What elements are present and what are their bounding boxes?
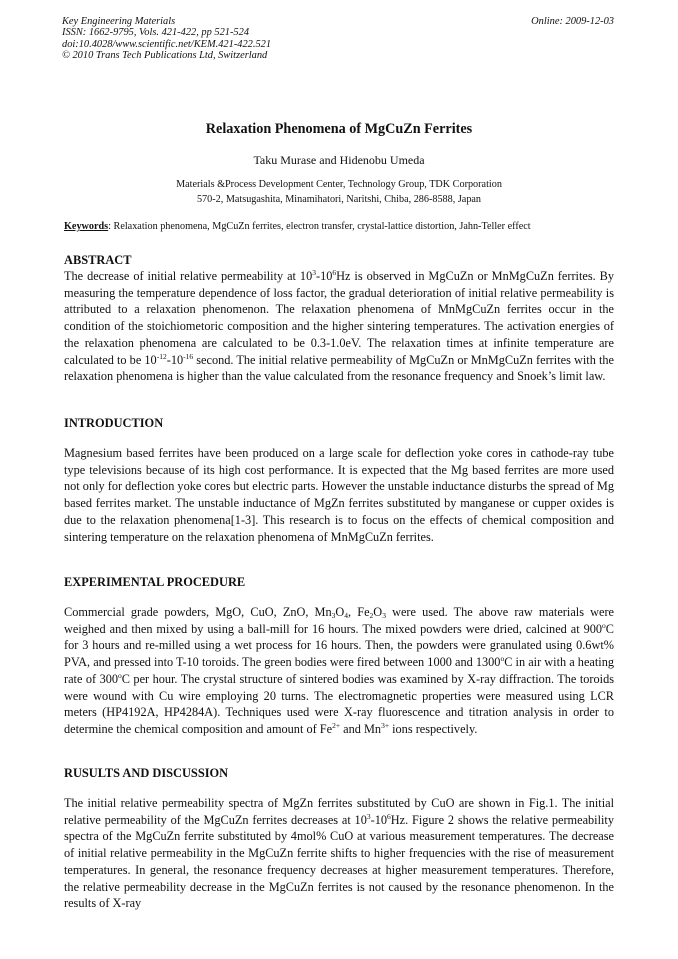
abstract-text: The decrease of initial relative permeability at $10^3-10^6Hz$ is observed in MgCuZn or MnMgCuZn ferrites. By measuring the temperature dependence of loss factor, the gradual deterioration of initial relative permeability is attributed to a relaxation phenomenon. The relaxation phenomena of MnMgCuZn ferrites occur in the condition of the stoichiometoric composition and the higher sintering temperatures. The activation energies of the relaxation phenomena are calculated to be 0.3-1.0eV. The relaxation times at infinite temperature are calculated to be $10^{-12}-10^{-16}$ second. The initial relative permeability of MgCuZn or MnMgCuZn ferrites with the relaxation phenomena is higher than the value calculated from the resonance frequency and Snoek’s limit law.	[64, 268, 615, 384]
affiliation-line: Materials &Process Development Center, Technology Group, TDK Corporation	[176, 179, 502, 190]
paper-title: Relaxation Phenomena of MgCuZn Ferrites	[205, 121, 473, 137]
experimental-text: Commercial grade powders, MgO, CuO, ZnO, $Mn_3O_4$, $Fe_2O_3$ were used. The above raw materials were weighed and then mixed by using a ball-mill for 16 hours. The mixed powders were dried, calcined at 900$^o$C for 3 hours and re-milled using a wet process for 16 hours. Then, the powders were granulated using 0.6wt% PVA, and pressed into T-10 toroids. The green bodies were fired between 1000 and 1300$^o$C in air with a heating rate of 300$^o$C per hour. The crystal structure of sintered bodies was examined by X-ray diffraction. The toroids were wound with Cu wire employing 20 turns. The electromagnetic properties were measured using LCR meters (HP4192A, HP4284A). Techniques used were X-ray fluorescence and titration analysis in order to determine the chemical composition and amount of $Fe^{2+}$ and $Mn^{3+}$ ions respectively.	[64, 605, 615, 736]
online-date: Online: 2009-12-03	[531, 16, 614, 27]
introduction-heading: INTRODUCTION	[64, 416, 164, 430]
introduction-text: Magnesium based ferrites have been produced on a large scale for deflection yoke cores in cathode-ray tube type televisions because of its high cost performance. It is expected that the Mg based ferrites are more used not only for deflection yoke cores but electric parts. However the unstable inductance disturbs the spread of Mg based ferrites market. The unstable inductance of MgZn ferrites substituted by manganese or cupper oxides is due to the relaxation phenomena[1-3]. This research is to focus on the effects of chemical composition and sintering temperature on the relaxation phenomena of MnMgCuZn ferrites.	[64, 446, 614, 544]
authors: Taku Murase and Hidenobu Umeda	[253, 153, 425, 167]
experimental-heading: EXPERIMENTAL PROCEDURE	[64, 575, 246, 589]
keywords-text: : Relaxation phenomena, MgCuZn ferrites, electron transfer, crystal-lattice distortion, Jahn-Teller effect	[108, 221, 531, 232]
issn-line: ISSN: 1662-9795, Vols. 421-422, pp 521-524	[62, 27, 250, 39]
experimental-section	[64, 574, 614, 738]
results-text: The initial relative permeability spectra of MgZn ferrites substituted by CuO are shown in Fig.1. The initial relative permeability of the MgCuZn ferrites decreases at $10^3-10^6Hz$. Figure 2 shows the relative permeability spectra of the MgCuZn ferrite substituted by 4mol% CuO at various measurement temperatures. The decrease of initial relative permeability in the MgCuZn ferrite shifts to higher frequencies with the rise of measurement temperatures. In general, the resonance frequency decreases at higher measurement temperatures. Therefore, the relative permeability decrease in the MgCuZn ferrites is not caused by the resonance phenomenon. In the results of X-ray	[64, 796, 614, 911]
abstract-section	[64, 252, 614, 385]
keywords-label: Keywords	[64, 221, 109, 232]
journal-header	[62, 16, 271, 62]
address-line: 570-2, Matsugashita, Minamihatori, Naritshi, Chiba, 286-8588, Japan	[196, 194, 482, 205]
keywords	[64, 221, 618, 232]
abstract-heading: ABSTRACT	[64, 253, 132, 267]
affiliation	[0, 177, 678, 207]
doi-line: doi:10.4028/www.scientific.net/KEM.421-422.521	[62, 38, 272, 50]
copyright-line: © 2010 Trans Tech Publications Ltd, Switzerland	[62, 50, 268, 62]
introduction-section	[64, 415, 614, 545]
journal-name: Key Engineering Materials	[62, 16, 176, 27]
results-heading: RUSULTS AND DISCUSSION	[64, 766, 229, 780]
results-section	[64, 765, 614, 912]
